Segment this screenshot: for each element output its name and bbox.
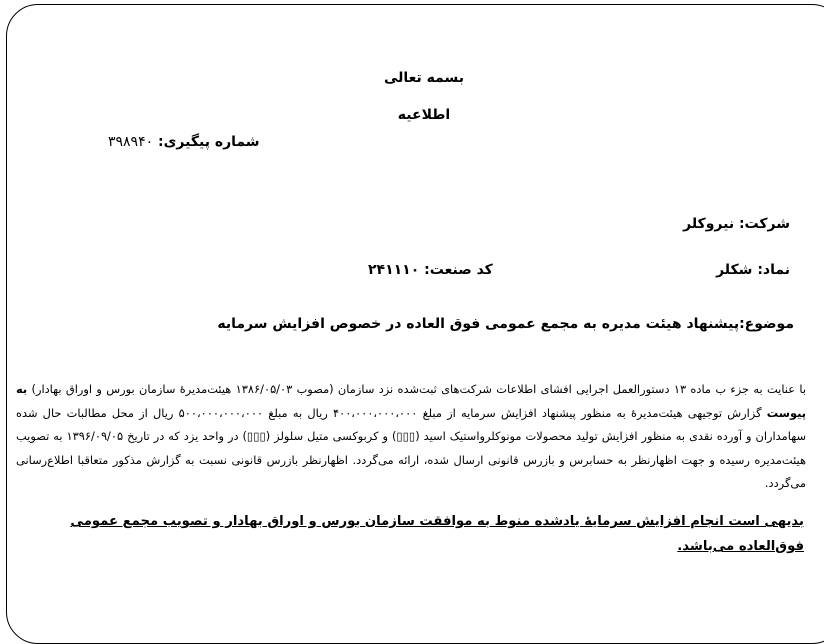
subject-text: پیشنهاد هیئت مدیره به مجمع عمومی فوق العاده در خصوص افزایش سرمایه	[217, 316, 740, 332]
bismillah-heading: بسمه تعالی	[383, 70, 465, 86]
tracking-number-line	[108, 134, 260, 150]
symbol-line	[716, 262, 790, 278]
attachment-label: به پیوست	[16, 382, 807, 420]
notice-title: اطلاعیه	[397, 107, 451, 123]
body-part1: با عنایت به جزء ب ماده ۱۳ دستورالعمل اجرایی افشای اطلاعات شرکت‌های ثبت‌شده نزد سازمان (مصوب ۱۳۸۶/۰۵/۰۳ هیئت‌مدیرهٔ سازمان بورس و اوراق بهادار)	[27, 382, 806, 396]
industry-code-label: کد صنعت:	[424, 262, 493, 278]
industry-code-value: ۲۴۱۱۱۰	[368, 262, 420, 278]
tracking-label: شماره پیگیری:	[158, 134, 260, 150]
industry-code-line	[368, 262, 493, 278]
company-name: نیروکلر	[683, 216, 735, 232]
symbol-label: نماد:	[757, 262, 790, 278]
tracking-number: ۳۹۸۹۴۰	[108, 134, 154, 150]
body-part2: گزارش توجیهی هیئت‌مدیرهٔ به منظور پیشنهاد افزایش سرمایه از مبلغ ۴۰۰،۰۰۰،۰۰۰،۰۰۰ ریال به مبلغ ۵۰۰،۰۰۰،۰۰۰،۰۰۰ ریال از محل مطالبات حال شده سهامداران و آورده نقدی به منظور افزایش تولید محصولات مونوکلرواستیک اسید (▯▯▯) و کربوکسی متیل سلولز (▯▯▯) در واحد یزد که در تاریخ ۱۳۹۶/۰۹/۰۵ به تصویب هیئت‌مدیره رسیده و جهت اظهارنظر به حسابرس و بازرس قانونی ارسال شده، ارائه می‌گردد. اظهارنظر بازرس قانونی نسبت به گزارش مذکور متعاقبا اطلاع‌رسانی می‌گردد.	[16, 405, 806, 490]
body-paragraph	[16, 378, 806, 496]
company-label: شرکت:	[738, 216, 790, 232]
subject-line	[217, 316, 794, 332]
approval-note: بدیهی است انجام افزایش سرمایهٔ یادشده منوط به موافقت سازمان بورس و اوراق بهادار و تصویب مجمع عمومی فوق‌العاده می‌باشد.	[70, 514, 804, 554]
company-line	[683, 216, 790, 232]
subject-label: موضوع:	[739, 316, 794, 332]
symbol-value: شکلر	[716, 262, 753, 278]
